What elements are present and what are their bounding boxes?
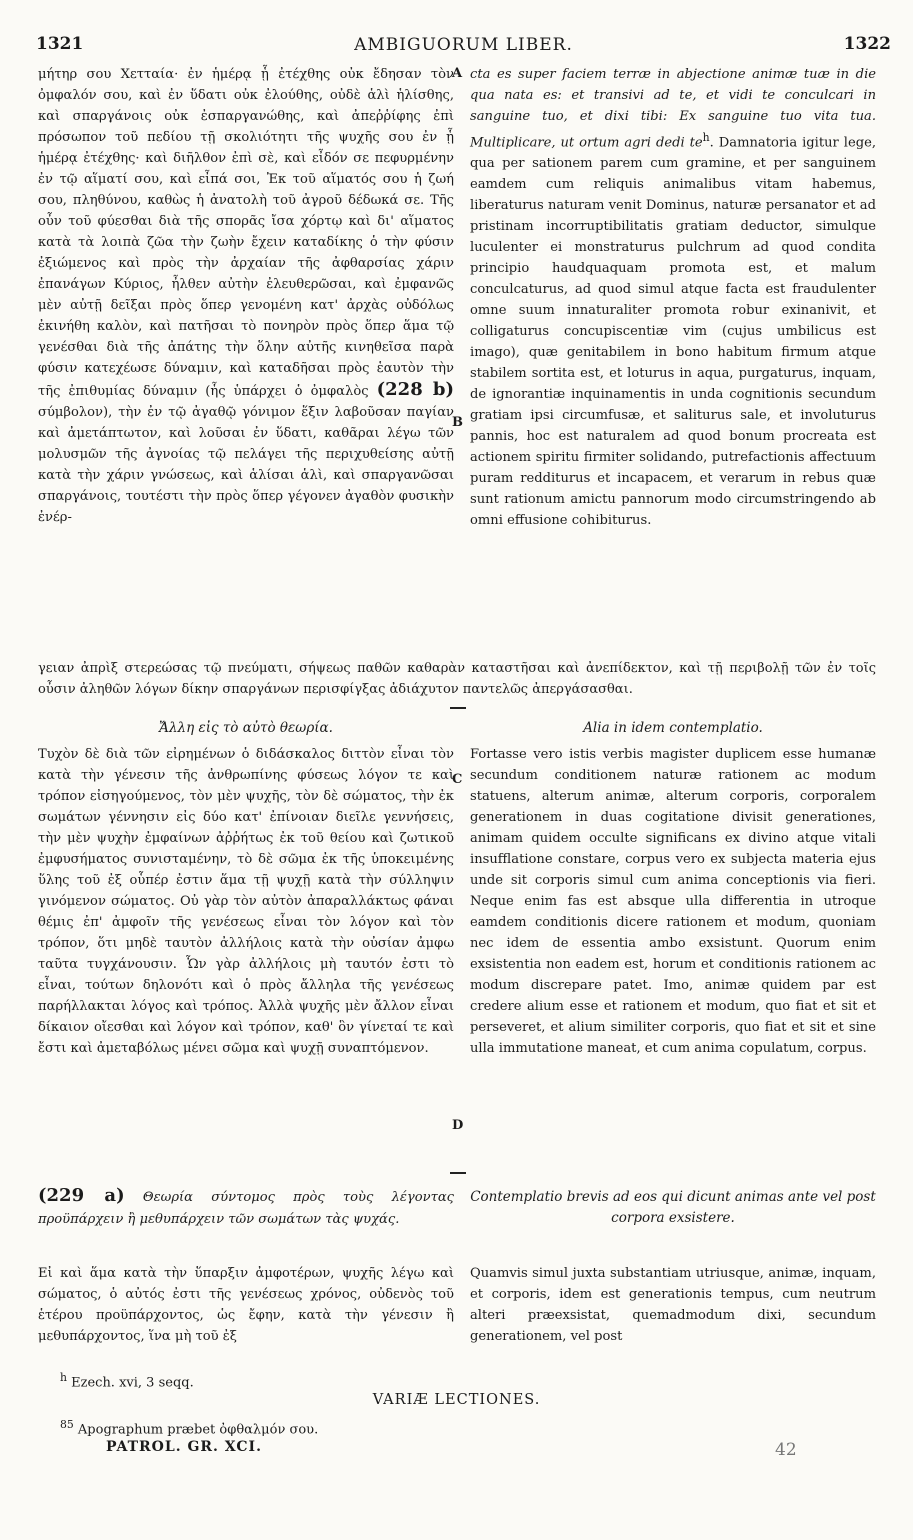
greek-text-1b: σύμβολον), τὴν ἐν τῷ ἀγαθῷ γόνιμον ἕξιν λαβοῦσαν παγίαν καὶ ἀμετάπτωτον, καὶ λοῦσαι ἐν ὕδατι, καθᾶραι λέγω τῶν μολυσμῶν τῆς ἀγνοίας τῷ πελάγει τῆς περιχυθείσης αὐτῇ κατὰ τὴν χάριν γνώσεως, καὶ ἁλίσαι ἁλὶ, καὶ σπαργανῶσαι σπαργάνοις, τουτέστι τὴν πρὸς ὅπερ γέγονεν ἀγαθὸν φυσικὴν ἐνέρ- [38, 405, 454, 525]
section-divider-2 [450, 1172, 466, 1174]
latin-text-2: Fortasse vero istis verbis magister duplicem esse humanæ secundum conditionem naturæ rationem ac modum statuens, alterum animæ, alterum corporis, corporalem generationem in duas cogitatione divisit generationes, animam quidem occulte significans ex divino atque vitali insufflatione constare, corpus vero ex subjecta materia ejus unde sit corporis simul cum anima conceptionis via fieri. Neque enim fas est absque ulla differentia in utroque eamdem conditionis dicere rationem et modum, quoniam nec idem de essentia ambo exsistunt. Quorum enim exsistentia non eadem est, horum et conditionis rationem ac modum discrepare patet. Imo, animæ quidem par est credere alium esse et rationem et modum, quo fiat et sit et perseveret, et alium similiter corporis, quo fiat et sit et sine ulla immutatione maneat, et cum anima copulatum, corpus. [470, 747, 876, 1056]
margin-marker-d: D [452, 1118, 464, 1133]
page-number-left: 1321 [36, 34, 84, 54]
margin-marker-b: B [452, 415, 463, 430]
gathering-number: 42 [775, 1440, 797, 1460]
latin-text-3: Quamvis simul juxta substantiam utriusque, animæ, inquam, et corporis, idem est generationis tempus, cum neutrum alteri præexsistat, quemadmodum dixi, secundum generationem, vel post [470, 1266, 876, 1344]
latin-text-1b: . Damnatoria igitur lege, qua per sationem parem cum gramine, et per sanguinem eamdem cum reliquis animalibus vitam habemus, liberaturus naturam venit Dominus, naturæ persanator et ad pristinam incorruptibilitatis gratiam deductor, simulque luculenter ei monstraturus pulchrum ad quod condita principio haudquaquam promota est, et malum conculcaturus, ad quod simul atque facta est fraudulenter omne suum innaturaliter promota robur exinanivit, et colligaturus concupiscentiæ vim (cujus umbilicus est imago), quæ genitabilem in bono habitum firmum atque stabilem sortita est, et loturus in aqua, purgaturus, inquam, de ignorantiæ inquinamentis in unda cognitionis secundum gratiam ipsi circumfusæ, et saliturus sale, et involuturus pannis, hoc est naturalem ad quod bonum procreata est actionem spiritu firmiter solidando, putrefactionis affectuum puram redditurus et incapacem, et verarum in rebus quæ sunt rationum amictu pannorum modo circumstringendo ab omni effusione cohibiturus. [470, 135, 876, 529]
latin-column-3 [470, 1263, 876, 1347]
footnote-marker-h: h [702, 131, 710, 144]
running-title: AMBIGUORUM LIBER. [354, 35, 573, 55]
column-number-228: (228 b) [376, 379, 454, 400]
greek-column-2 [38, 744, 454, 1059]
greek-full-text: γειαν ἀπρὶξ στερεώσας τῷ πνεύματι, σήψεως παθῶν καθαρὰν καταστῆσαι καὶ ἀνεπίδεκτον, καὶ τῇ περιβολῇ τῶν ἐν τοῖς οὖσιν ἀληθῶν λόγων δίκην σπαργάνων περισφίγξας ἀδιάχυτον παντελῶς ἀπεργάσασθαι. [38, 661, 876, 697]
patrologia-signature: PATROL. GR. XCI. [106, 1439, 262, 1455]
latin-text-1: cta es super faciem terræ in abjectione animæ tuæ in die qua nata es: et transivi ad te, et vidi te conculcari in sanguine tuo, et dixi tibi: Ex sanguine tuo vita tua. Multiplicare, ut ortum agri dedi te [470, 67, 876, 151]
latin-section-heading-3: Contemplatio brevis ad eos qui dicunt animas ante vel post corpora exsistere. [470, 1189, 876, 1226]
running-header [36, 34, 891, 58]
margin-marker-a: A [452, 66, 463, 81]
latin-column-2 [470, 744, 876, 1059]
section-divider [450, 707, 466, 709]
variae-lectiones-title: VARIÆ LECTIONES. [372, 1392, 541, 1408]
variant-note [60, 1418, 318, 1437]
greek-text-2: Τυχὸν δὲ διὰ τῶν εἰρημένων ὁ διδάσκαλος διττὸν εἶναι τὸν κατὰ τὴν γένεσιν τῆς ἀνθρωπίνης φύσεως λόγον τε καὶ τρόπον εἰσηγούμενος, τὸν μὲν ψυχῆς, τὸν δὲ σώματος, τὴν ἐκ σωμάτων γέννησιν εἰς δύο κατ' ἐπίνοιαν διεῖλε γεννήσεις, τὴν μὲν ψυχὴν ἐμφαίνων ἀῤῥήτως ἐκ τοῦ θείου καὶ ζωτικοῦ ἐμφυσήματος συνισταμένην, τὸ δὲ σῶμα ἐκ τῆς ὑποκειμένης ὕλης τοῦ ἐξ οὗπέρ ἐστιν ἅμα τῇ ψυχῇ κατὰ τὴν σύλληψιν γινόμενον σώματος. Οὐ γὰρ τὸν αὐτὸν ἀπαραλλάκτως φάναι θέμις ἐπ' ἀμφοῖν τῆς γενέσεως εἶναι τὸν λόγον καὶ τὸν τρόπον, ὅτι μηδὲ ταυτὸν ἀλλήλοις κατὰ τὴν οὐσίαν ἀμφω ταῦτα τυγχάνουσιν. Ὧν γὰρ ἀλλήλοις μὴ ταυτόν ἐστι τὸ εἶναι, τούτων δηλονότι καὶ ὁ πρὸς ἄλληλα τῆς γενέσεως παρήλλακται λόγος καὶ τρόπος. Ἀλλὰ ψυχῆς μὲν ἄλλον εἶναι δίκαιον οἴεσθαι καὶ λόγον καὶ τρόπον, καθ' ὃν γίνεταί τε καὶ ἔστι καὶ ἀμεταβόλως μένει σῶμα καὶ ψυχῇ συναπτόμενον. [38, 747, 454, 1056]
greek-section-heading-2: Ἄλλη εἰς τὸ αὐτὸ θεωρία. [159, 720, 333, 736]
variant-text: Apographum præbet ὀφθαλμόν σου. [77, 1422, 319, 1438]
greek-section-heading-3 [38, 1185, 454, 1231]
margin-marker-c: C [452, 772, 463, 787]
greek-full-width-line [38, 658, 876, 700]
latin-column-1 [470, 64, 876, 531]
greek-text-1: μήτηρ σου Χετταία· ἐν ἡμέρᾳ ᾗ ἐτέχθης οὐκ ἔδησαν τὸν ὀμφαλόν σου, καὶ ἐν ὕδατι οὐκ ἐλούθης, οὐδὲ ἁλὶ ἡλίσθης, καὶ σπαργάνοις οὐκ ἐσπαργανώθης, καὶ ἀπεῤῥίφης ἐπὶ πρόσωπον τοῦ πεδίου τῇ σκολιότητι τῆς ψυχῆς σου ἐν ᾗ ἡμέρᾳ ἐτέχθης· καὶ διῆλθον ἐπὶ σὲ, καὶ εἶδόν σε πεφυρμένην ἐν τῷ αἵματί σου, καὶ εἶπά σοι, Ἐκ τοῦ αἵματός σου ἡ ζωή σου, πληθύνου, καθὼς ἡ ἀνατολὴ τοῦ ἀγροῦ δέδωκά σε. Τῆς οὖν τοῦ φύεσθαι διὰ τῆς σπορᾶς ἴσα χόρτῳ καὶ δι' αἵματος κατὰ τὰ λοιπὰ ζῶα τὴν ζωὴν ἔχειν καταδίκης ὁ τὴν φύσιν ἐξιώμενος καὶ πρὸς τὴν ἀρχαίαν τῆς ἀφθαρσίας χάριν ἐπανάγων Κύριος, ἦλθεν αὐτὴν ἐλευθερῶσαι, καὶ ἐμφανῶς μὲν αὐτῇ δεῖξαι πρὸς ὅπερ γενομένη κατ' ἀρχὰς οὐδόλως ἐκινήθη καλὸν, καὶ πατῆσαι τὸ πονηρὸν πρὸς ὅπερ ἅμα τῷ γενέσθαι διὰ τῆς ἀπάτης τὴν ὅλην αὐτῆς κινηθεῖσα παρὰ φύσιν κατεχέωσε δύναμιν, καὶ καταδῆσαι πρὸς ἑαυτὸν τὴν τῆς ἐπιθυμίας δύναμιν (ἧς ὑπάρχει ὁ ὀμφαλὸς [38, 67, 454, 399]
greek-column-1 [38, 64, 454, 528]
footnote [60, 1367, 194, 1394]
footnote-text: Ezech. xvi, 3 seqq. [71, 1375, 194, 1391]
latin-section-heading-2: Alia in idem contemplatio. [583, 720, 763, 736]
greek-text-3: Εἰ καὶ ἅμα κατὰ τὴν ὕπαρξιν ἀμφοτέρων, ψυχῆς λέγω καὶ σώματος, ὁ αὐτός ἐστι τῆς γενέσεως χρόνος, οὐδενὸς τοῦ ἑτέρου προϋπάρχοντος, ὡς ἔφην, κατὰ τὴν γένεσιν ἢ μεθυπάρχοντος, ἵνα μὴ τοῦ ἐξ [38, 1266, 454, 1344]
column-number-229: (229 a) [38, 1185, 125, 1206]
greek-column-3 [38, 1263, 454, 1347]
greek-heading-3-text: Θεωρία σύντομος πρὸς τοὺς λέγοντας προϋπάρχειν ἢ μεθυπάρχειν τῶν σωμάτων τὰς ψυχάς. [38, 1190, 455, 1227]
page-number-right: 1322 [843, 34, 891, 54]
footnote-marker-h-2: h [60, 1371, 67, 1384]
variant-number: 85 [60, 1418, 74, 1431]
